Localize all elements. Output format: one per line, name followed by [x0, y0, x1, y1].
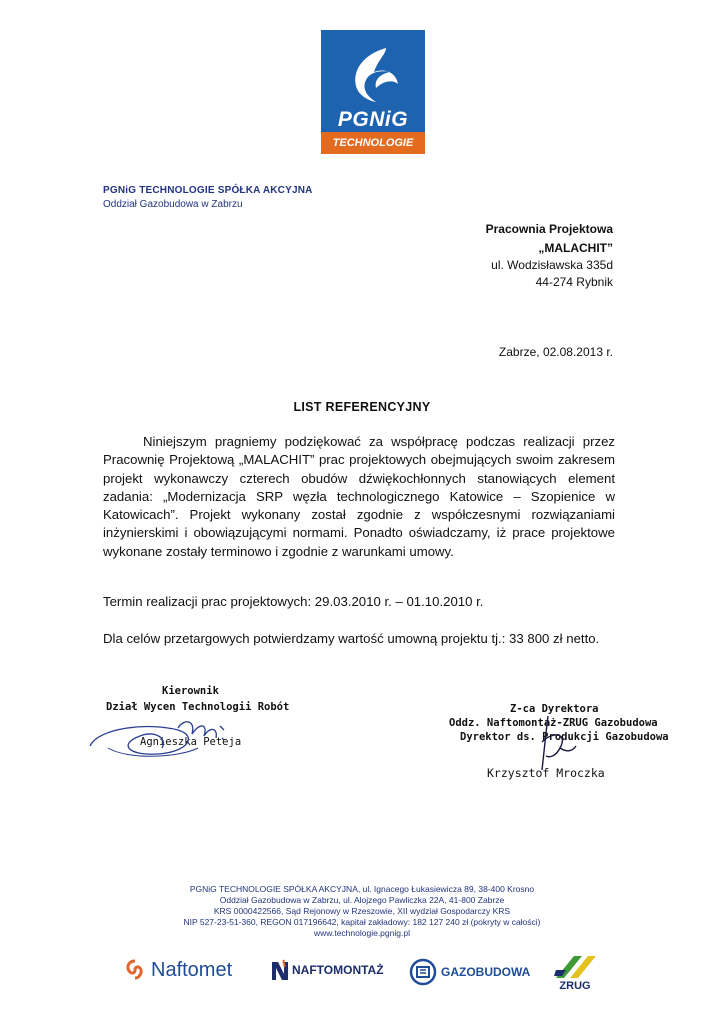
naftomet-icon	[123, 958, 147, 982]
footer-website: www.technologie.pgnig.pl	[314, 928, 410, 938]
gazobudowa-icon	[409, 958, 437, 986]
right-signature	[520, 712, 580, 774]
company-name: PGNiG TECHNOLOGIE SPÓŁKA AKCYJNA	[103, 185, 313, 196]
right-stamp-name: Krzysztof Mroczka	[487, 766, 605, 780]
left-stamp-name: Agnieszka Peteja	[140, 736, 242, 748]
pgnig-logo	[321, 30, 425, 154]
body-paragraph: Niniejszym pragniemy podziękować za współpracę podczas realizacji przez Pracownię Projektową „MALACHIT” prac projektowych obejmujących swoim zakresem projekt wykonawczy czterech obudów dźwiękochłonnych stanowiących element zadania: „Modernizacja SRP węzła technologicznego Katowice – Szopienice w Katowicach”. Projekt wykonany został zgodnie z współczesnymi rozwiązaniami inżynierskimi i obowiązującymi normami. Ponadto oświadczamy, iż prace projektowe wykonane zostały terminowo i zgodnie z warunkami umowy.	[103, 434, 615, 559]
contract-value: Dla celów przetargowych potwierdzamy wartość umowną projektu tj.: 33 800 zł netto.	[103, 631, 600, 646]
gazobudowa-logo	[409, 958, 530, 986]
footer-line-1: PGNiG TECHNOLOGIE SPÓŁKA AKCYJNA, ul. Ignacego Łukasiewicza 89, 38-400 Krosno	[189, 884, 535, 894]
recipient-line-3: ul. Wodzisławska 335d	[491, 258, 613, 272]
logo-subtitle: TECHNOLOGIE	[321, 132, 425, 154]
logo-wordmark: PGNiG	[337, 108, 409, 131]
right-stamp-title: Z-ca Dyrektora	[510, 703, 599, 715]
naftomet-logo	[123, 958, 232, 982]
left-stamp-title: Kierownik	[162, 685, 219, 697]
recipient-line-4: 44-274 Rybnik	[535, 275, 613, 289]
footer-address	[0, 884, 724, 939]
flame-icon	[346, 44, 400, 106]
right-stamp-line-2: Dyrektor ds. Produkcji Gazobudowa	[460, 731, 669, 743]
left-signature	[88, 708, 248, 768]
footer-line-3: KRS 0000422566, Sąd Rejonowy w Rzeszowie, XII wydział Gospodarczy KRS	[213, 906, 511, 916]
right-stamp-line-1: Oddz. Naftomontaż-ZRUG Gazobudowa	[449, 717, 658, 729]
completion-term: Termin realizacji prac projektowych: 29.03.2010 r. – 01.10.2010 r.	[103, 594, 484, 609]
naftomontaz-label: NAFTOMONTAŻ	[292, 963, 384, 977]
footer-line-4: NIP 527-23-51-360, REGON 017196642, kapitał zakładowy: 182 127 240 zł (pokryty w całości)	[183, 917, 541, 927]
footer-line-2: Oddział Gazobudowa w Zabrzu, ul. Alojzego Pawliczka 22A, 41-800 Zabrze	[219, 895, 505, 905]
naftomontaz-logo	[270, 958, 384, 982]
zrug-label: ZRUG	[559, 980, 591, 992]
company-branch: Oddział Gazobudowa w Zabrzu	[103, 199, 243, 210]
letter-title: LIST REFERENCYJNY	[293, 400, 431, 414]
zrug-icon	[552, 952, 598, 982]
gazobudowa-label: GAZOBUDOWA	[441, 965, 531, 979]
letter-body	[103, 433, 615, 561]
recipient-line-2: „MALACHIT”	[538, 241, 613, 255]
recipient-line-1: Pracownia Projektowa	[485, 222, 613, 236]
naftomontaz-icon	[270, 958, 290, 982]
left-stamp-dept: Dział Wycen Technologii Robót	[106, 701, 290, 713]
letter-date: Zabrze, 02.08.2013 r.	[498, 345, 613, 359]
naftomet-label: Naftomet	[151, 958, 233, 981]
zrug-logo	[552, 952, 598, 992]
